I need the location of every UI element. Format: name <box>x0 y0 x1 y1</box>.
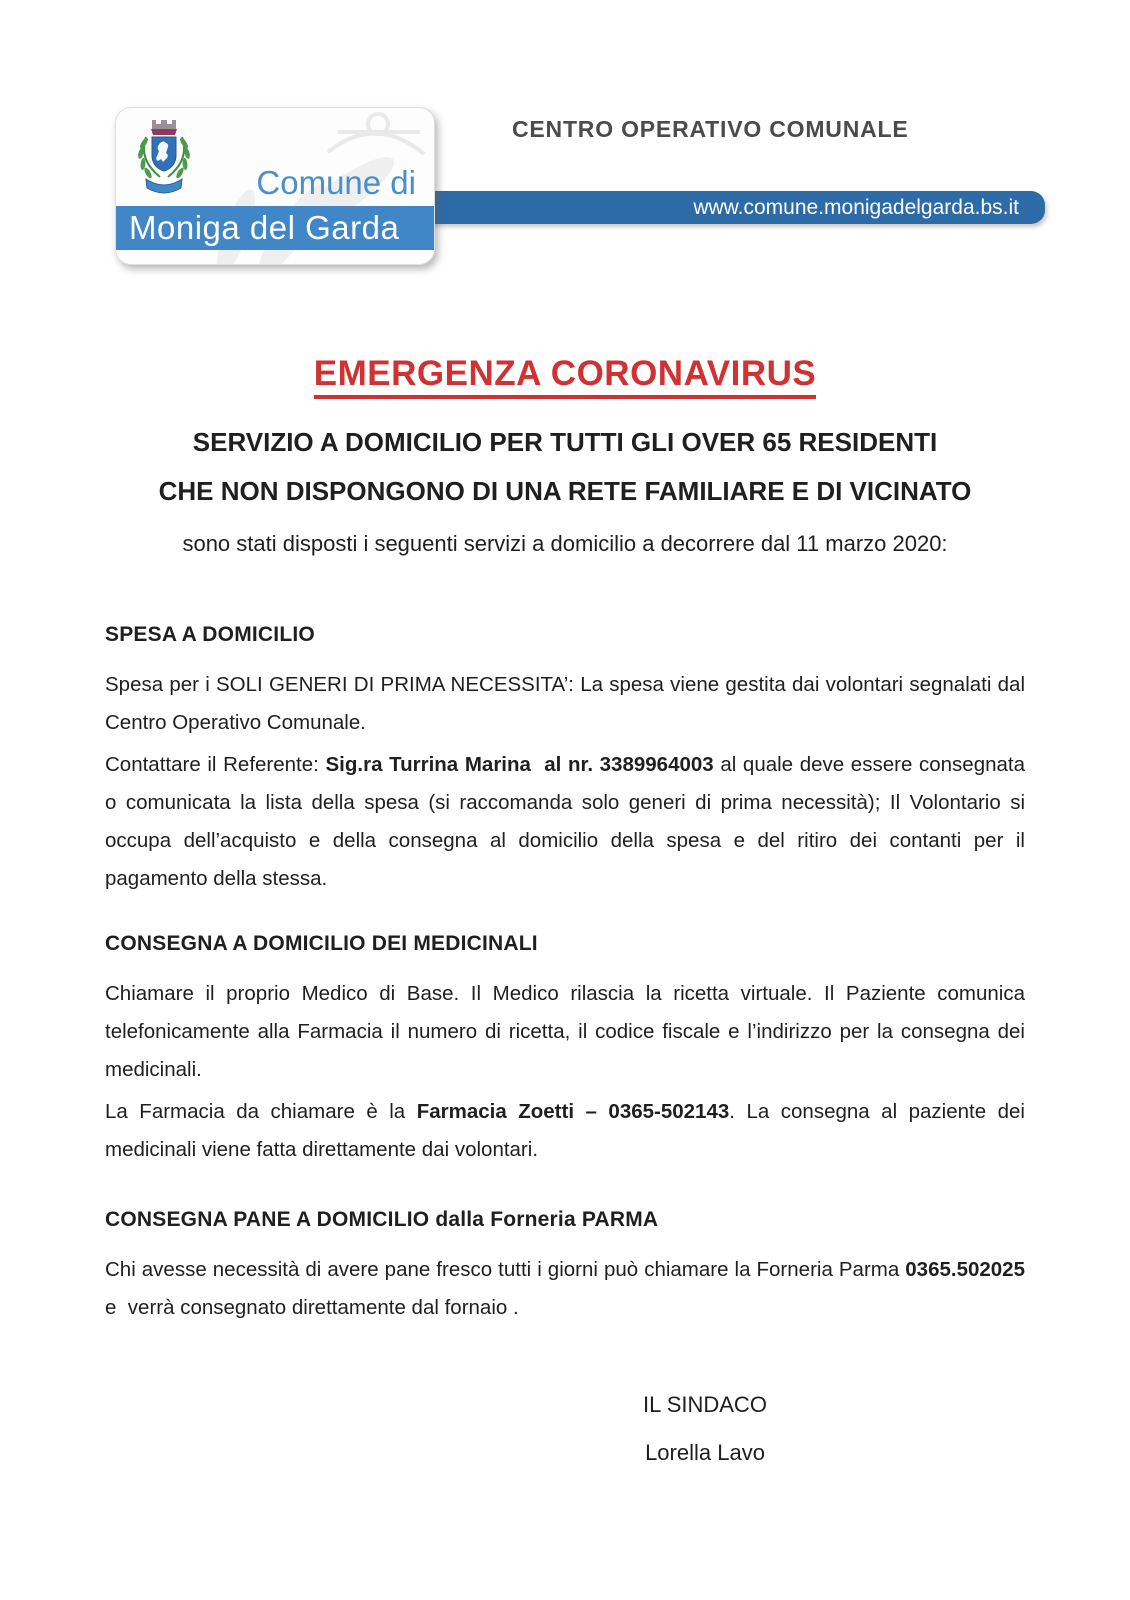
text-segment: Spesa per i SOLI GENERI DI PRIMA NECESSITA’: La spesa viene gestita dai volontari segnalati dal Centro Operativo Comunale. <box>105 673 1031 734</box>
text-segment: Contattare il Referente: <box>105 753 326 776</box>
title-row <box>105 338 1025 399</box>
office-title: CENTRO OPERATIVO COMUNALE <box>512 116 909 142</box>
paragraph <box>105 746 1031 898</box>
text-segment: al quale deve essere consegnata o comunicata la lista della spesa (si raccomanda solo generi di prima necessità); Il Volontario si occupa dell’acquisto e della consegna al domicilio della spesa e del ritiro dei contanti per il pagamento della stessa. <box>105 753 1031 890</box>
coat-of-arms-icon <box>132 117 196 205</box>
section-consegna-pane <box>105 1207 1031 1327</box>
logo-municipality-name: Moniga del Garda <box>129 209 400 246</box>
text-segment: Chi avesse necessità di avere pane fresco tutti i giorni può chiamare la Forneria Parma <box>105 1258 906 1281</box>
intro-line: sono stati disposti i seguenti servizi a domicilio a decorrere dal 11 marzo 2020: <box>182 531 948 556</box>
paragraph <box>105 1251 1031 1327</box>
text-segment: La Farmacia da chiamare è la <box>105 1100 417 1123</box>
page-title: EMERGENZA CORONAVIRUS <box>314 354 816 399</box>
website-link[interactable]: www.comune.monigadelgarda.bs.it <box>693 196 1019 219</box>
paragraph <box>105 666 1031 742</box>
pharmacy-contact: Farmacia Zoetti – 0365-502143 <box>416 1100 730 1123</box>
signature-name: Lorella Lavo <box>645 1440 765 1465</box>
website-bar <box>422 191 1045 224</box>
signature-block <box>590 1392 820 1466</box>
referent-contact: Sig.ra Turrina Marina al nr. 3389964003 <box>325 753 714 776</box>
section-consegna-medicinali <box>105 931 1031 1169</box>
municipality-logo-card <box>115 107 435 265</box>
section-heading: SPESA A DOMICILIO <box>105 623 315 646</box>
text-segment: Chiamare il proprio Medico di Base. Il Medico rilascia la ricetta virtuale. Il Paziente comunica telefonicamente alla Farmacia il numero di ricetta, il codice fiscale e l’indirizzo per la consegna dei medicinali. <box>105 982 1031 1081</box>
document-body <box>105 338 1031 1327</box>
signature-role: IL SINDACO <box>643 1392 767 1417</box>
text-segment: e verrà consegnato direttamente dal fornaio . <box>105 1258 1031 1319</box>
section-heading: CONSEGNA A DOMICILIO DEI MEDICINALI <box>105 932 538 955</box>
paragraph <box>105 975 1031 1089</box>
paragraph <box>105 1093 1031 1169</box>
logo-band <box>116 206 434 250</box>
bakery-phone: 0365.502025 <box>905 1258 1025 1281</box>
subtitle-line1: SERVIZIO A DOMICILIO PER TUTTI GLI OVER 65 RESIDENTI <box>192 427 938 457</box>
logo-comune-di-label: Comune di <box>256 164 416 201</box>
section-spesa-a-domicilio <box>105 622 1031 898</box>
subtitle-line2: CHE NON DISPONGONO DI UNA RETE FAMILIARE E DI VICINATO <box>158 476 972 506</box>
section-heading: CONSEGNA PANE A DOMICILIO dalla Forneria PARMA <box>105 1208 659 1231</box>
text-segment: . La consegna al paziente dei medicinali viene fatta direttamente dai volontari. <box>105 1100 1031 1161</box>
